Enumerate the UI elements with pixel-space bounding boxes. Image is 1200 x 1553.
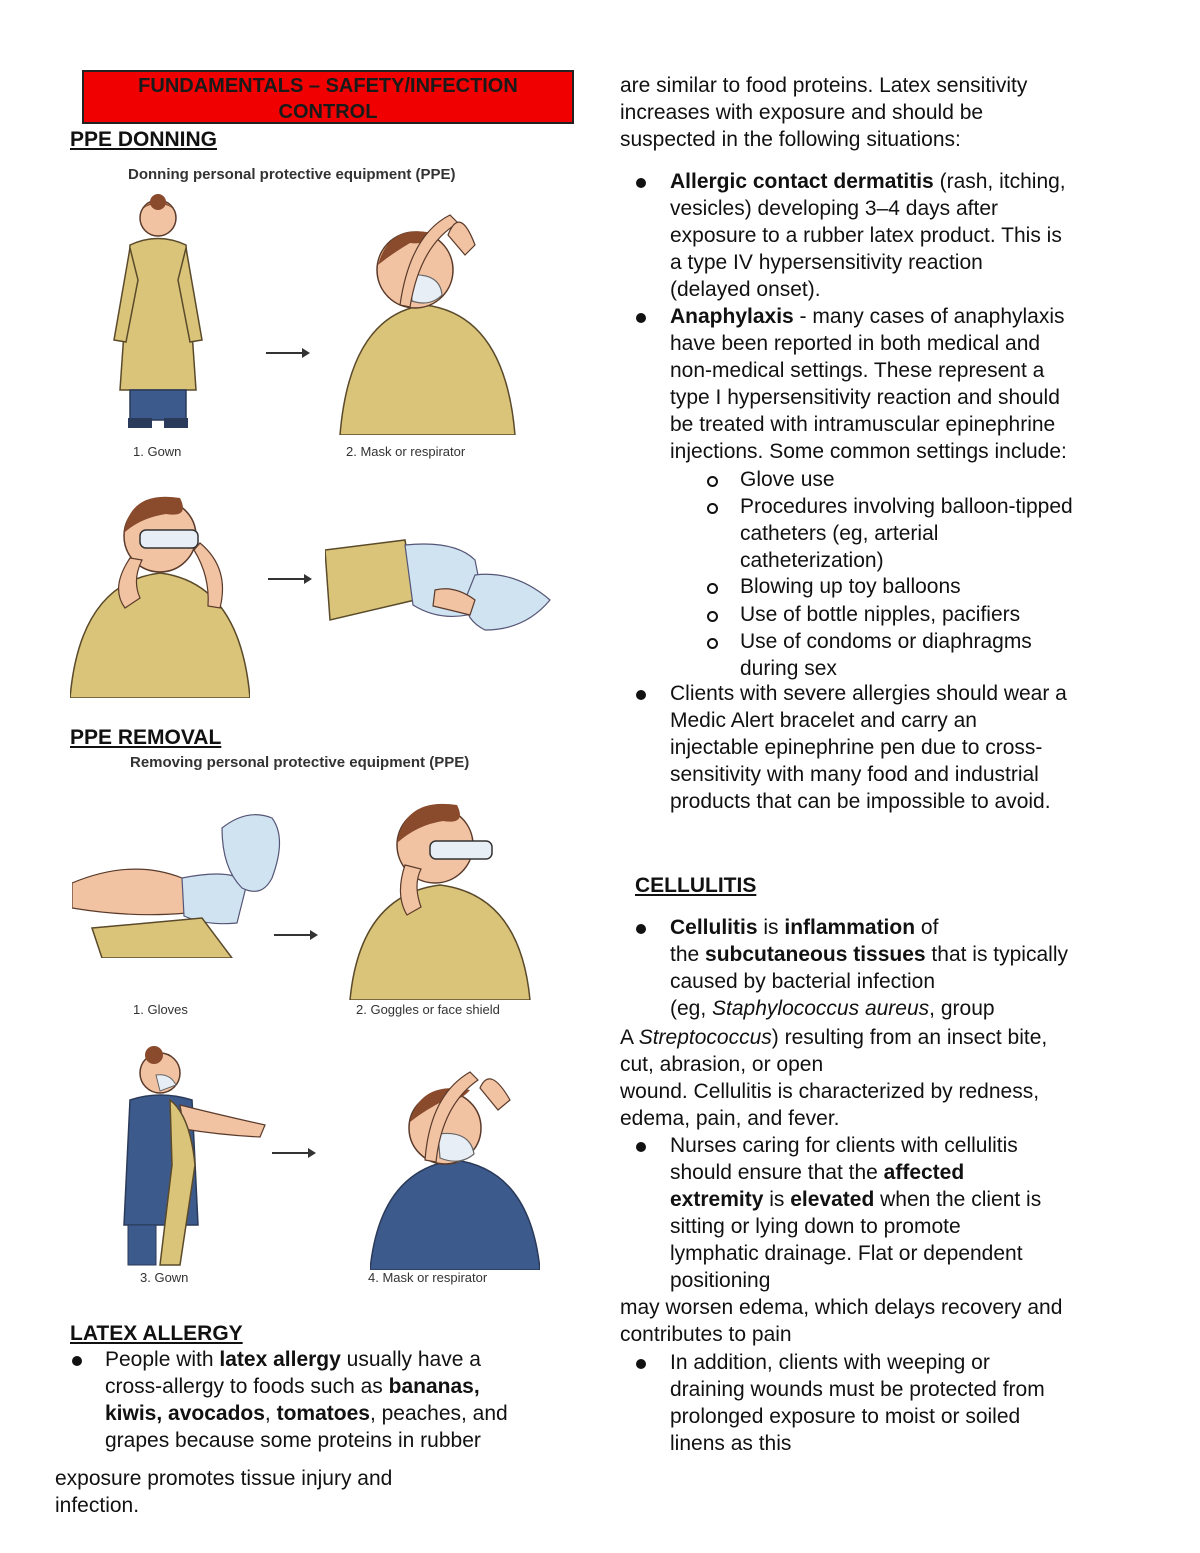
sub-bullet-balloons: Blowing up toy balloons (740, 575, 961, 598)
text-run: should ensure that the (670, 1161, 884, 1184)
donning-mask-illustration (330, 195, 520, 435)
removal-gloves-illustration (72, 808, 292, 958)
ppe-donning-heading: PPE DONNING (70, 128, 218, 151)
sub2-line-1: Procedures involving balloon-tipped (740, 495, 1073, 518)
sub-bullet-ring (707, 503, 718, 514)
w-line-3: prolonged exposure to moist or soiled (670, 1405, 1021, 1428)
text-run-bold: extremity (670, 1188, 764, 1211)
severe-allergies-bullet (670, 680, 1160, 815)
acd-line-2: vesicles) developing 3–4 days after (670, 197, 999, 220)
p1-line-4: edema, pain, and fever. (620, 1107, 840, 1130)
text-run: ) resulting from an insect bite, (771, 1026, 1048, 1049)
n-line-4: sitting or lying down to promote (670, 1215, 961, 1238)
text-run-bold: latex allergy (219, 1348, 341, 1371)
donning-gloves-illustration (325, 530, 555, 640)
removal-arrow-2 (272, 1152, 314, 1154)
text-run: (eg, (670, 997, 713, 1020)
donning-arrow-2 (268, 578, 310, 580)
ana-line-5: be treated with intramuscular epinephrine (670, 413, 1056, 436)
sub-bullet-ring (707, 583, 718, 594)
latex-bullet-1-line-2 (105, 1373, 585, 1400)
removal-caption-3: 3. Gown (140, 1270, 189, 1285)
removal-mask-illustration (370, 1060, 540, 1270)
p1-line-2: cut, abrasion, or open (620, 1053, 824, 1076)
acd-line-3: exposure to a rubber latex product. This is (670, 224, 1062, 247)
text-run-bold: inflammation (784, 916, 916, 939)
w-line-1: In addition, clients with weeping or (670, 1351, 990, 1374)
left-continuation-line-1: exposure promotes tissue injury and (55, 1467, 393, 1490)
sev-line-2: Medic Alert bracelet and carry an (670, 709, 977, 732)
text-run: is (757, 916, 785, 939)
c1-line-2 (670, 941, 1160, 968)
text-run: , group (929, 997, 995, 1020)
sev-line-3: injectable epinephrine pen due to cross- (670, 736, 1043, 759)
text-run: is (763, 1188, 791, 1211)
removal-figure-title: Removing personal protective equipment (PPE) (130, 754, 470, 771)
latex-bullet-1-line-3 (105, 1400, 585, 1427)
cellulitis-paragraph-2 (620, 1294, 1160, 1348)
n-line-5: lymphatic drainage. Flat or dependent (670, 1242, 1023, 1265)
text-run-bold: tomatoes (276, 1402, 370, 1425)
anaphylaxis-bullet (670, 303, 1160, 465)
sev-line-1: Clients with severe allergies should wear a (670, 682, 1067, 705)
n-line-3 (670, 1186, 1160, 1213)
sub-bullet-ring (707, 611, 718, 622)
bullet-dot (636, 178, 646, 188)
c1-line-1 (670, 914, 1160, 941)
text-run: cross-allergy to foods such as (105, 1375, 389, 1398)
bullet-dot (72, 1356, 82, 1366)
text-run: , peaches, and (369, 1402, 508, 1425)
bullet-dot (636, 1359, 646, 1369)
w-line-4: linens as this (670, 1432, 792, 1455)
sev-line-5: products that can be impossible to avoid. (670, 790, 1051, 813)
text-run-italic: Streptococcus (638, 1026, 772, 1049)
latex-continuation-line-2: increases with exposure and should be (620, 101, 984, 124)
donning-goggles-illustration (70, 488, 250, 698)
text-run-italic: Staphylococcus aureus (712, 997, 930, 1020)
text-run: A (620, 1026, 639, 1049)
p1-line-1 (620, 1024, 1160, 1051)
text-run: usually have a (340, 1348, 481, 1371)
text-run: that is typically (925, 943, 1068, 966)
removal-caption-1: 1. Gloves (133, 1002, 188, 1017)
sub5-line-2: during sex (740, 657, 837, 680)
latex-allergy-heading: LATEX ALLERGY (70, 1322, 243, 1345)
removal-gown-illustration (100, 1045, 270, 1270)
c1-line-3: caused by bacterial infection (670, 970, 935, 993)
donning-caption-2: 2. Mask or respirator (346, 444, 466, 459)
latex-continuation-line-1: are similar to food proteins. Latex sensitivity (620, 74, 1028, 97)
n-line-6: positioning (670, 1269, 771, 1292)
text-run-bold: subcutaneous tissues (705, 943, 926, 966)
text-run-bold: Anaphylaxis (670, 305, 794, 328)
nurses-bullet (670, 1132, 1160, 1294)
text-run: People with (105, 1348, 220, 1371)
bullet-dot (636, 924, 646, 934)
acd-line-5: (delayed onset). (670, 278, 821, 301)
sub-bullet-glove-use: Glove use (740, 468, 835, 491)
p2-line-2: contributes to pain (620, 1323, 792, 1346)
latex-continuation (620, 72, 1160, 153)
text-run: the (670, 943, 706, 966)
donning-caption-1: 1. Gown (133, 444, 182, 459)
p2-line-1: may worsen edema, which delays recovery and (620, 1296, 1063, 1319)
removal-caption-4: 4. Mask or respirator (368, 1270, 488, 1285)
text-run-bold: Allergic contact dermatitis (670, 170, 934, 193)
ana-line-2: have been reported in both medical and (670, 332, 1041, 355)
sub2-line-2: catheters (eg, arterial (740, 522, 939, 545)
allergic-contact-dermatitis-bullet (670, 168, 1160, 303)
p1-line-3: wound. Cellulitis is characterized by redness, (620, 1080, 1040, 1103)
document-title (82, 70, 574, 124)
bullet-dot (636, 313, 646, 323)
text-run: of (915, 916, 939, 939)
n-line-1: Nurses caring for clients with cellulitis (670, 1134, 1018, 1157)
sub2-line-3: catheterization) (740, 549, 884, 572)
sev-line-4: sensitivity with many food and industrial (670, 763, 1039, 786)
removal-arrow-1 (274, 934, 316, 936)
cellulitis-definition-bullet (670, 914, 1160, 1022)
left-continuation (55, 1465, 575, 1519)
acd-line-4: a type IV hypersensitivity reaction (670, 251, 983, 274)
ana-line-6: injections. Some common settings include: (670, 440, 1067, 463)
acd-line-1 (670, 168, 1160, 195)
latex-bullet-1 (105, 1346, 585, 1454)
weeping-wounds-bullet (670, 1349, 1160, 1457)
w-line-2: draining wounds must be protected from (670, 1378, 1045, 1401)
text-run-bold: Cellulitis (670, 916, 758, 939)
donning-gown-illustration (100, 190, 220, 440)
ppe-removal-heading: PPE REMOVAL (70, 726, 222, 749)
text-run-bold: elevated (790, 1188, 875, 1211)
title-line-1: FUNDAMENTALS – SAFETY/INFECTION (138, 75, 518, 97)
bullet-dot (636, 690, 646, 700)
donning-figure-title: Donning personal protective equipment (PPE) (128, 166, 456, 183)
sub-bullet-ring (707, 476, 718, 487)
left-continuation-line-2: infection. (55, 1494, 140, 1517)
bullet-dot (636, 1142, 646, 1152)
text-run-bold: bananas, (388, 1375, 480, 1398)
text-run-bold: affected (883, 1161, 965, 1184)
cellulitis-paragraph-1 (620, 1024, 1160, 1132)
text-run-bold: kiwis, avocados (105, 1402, 265, 1425)
donning-arrow-1 (266, 352, 308, 354)
text-run: (rash, itching, (933, 170, 1066, 193)
sub-bullet-procedures (740, 493, 1160, 574)
ana-line-1 (670, 303, 1160, 330)
sub-bullet-ring (707, 638, 718, 649)
cellulitis-heading: CELLULITIS (635, 874, 757, 897)
latex-bullet-1-line-4: grapes because some proteins in rubber (105, 1429, 481, 1452)
ana-line-3: non-medical settings. These represent a (670, 359, 1045, 382)
ana-line-4: type I hypersensitivity reaction and should (670, 386, 1060, 409)
n-line-2 (670, 1159, 1160, 1186)
sub-bullet-condoms (740, 628, 1160, 682)
text-run: - many cases of anaphylaxis (793, 305, 1065, 328)
sub-bullet-nipples: Use of bottle nipples, pacifiers (740, 603, 1021, 626)
latex-continuation-line-3: suspected in the following situations: (620, 128, 961, 151)
text-run: when the client is (874, 1188, 1042, 1211)
text-run: , (264, 1402, 277, 1425)
sub5-line-1: Use of condoms or diaphragms (740, 630, 1032, 653)
removal-goggles-illustration (345, 785, 535, 1000)
removal-caption-2: 2. Goggles or face shield (356, 1002, 500, 1017)
c1-line-4 (670, 995, 1160, 1022)
title-line-2: CONTROL (278, 101, 378, 123)
latex-bullet-1-line-1 (105, 1346, 585, 1373)
